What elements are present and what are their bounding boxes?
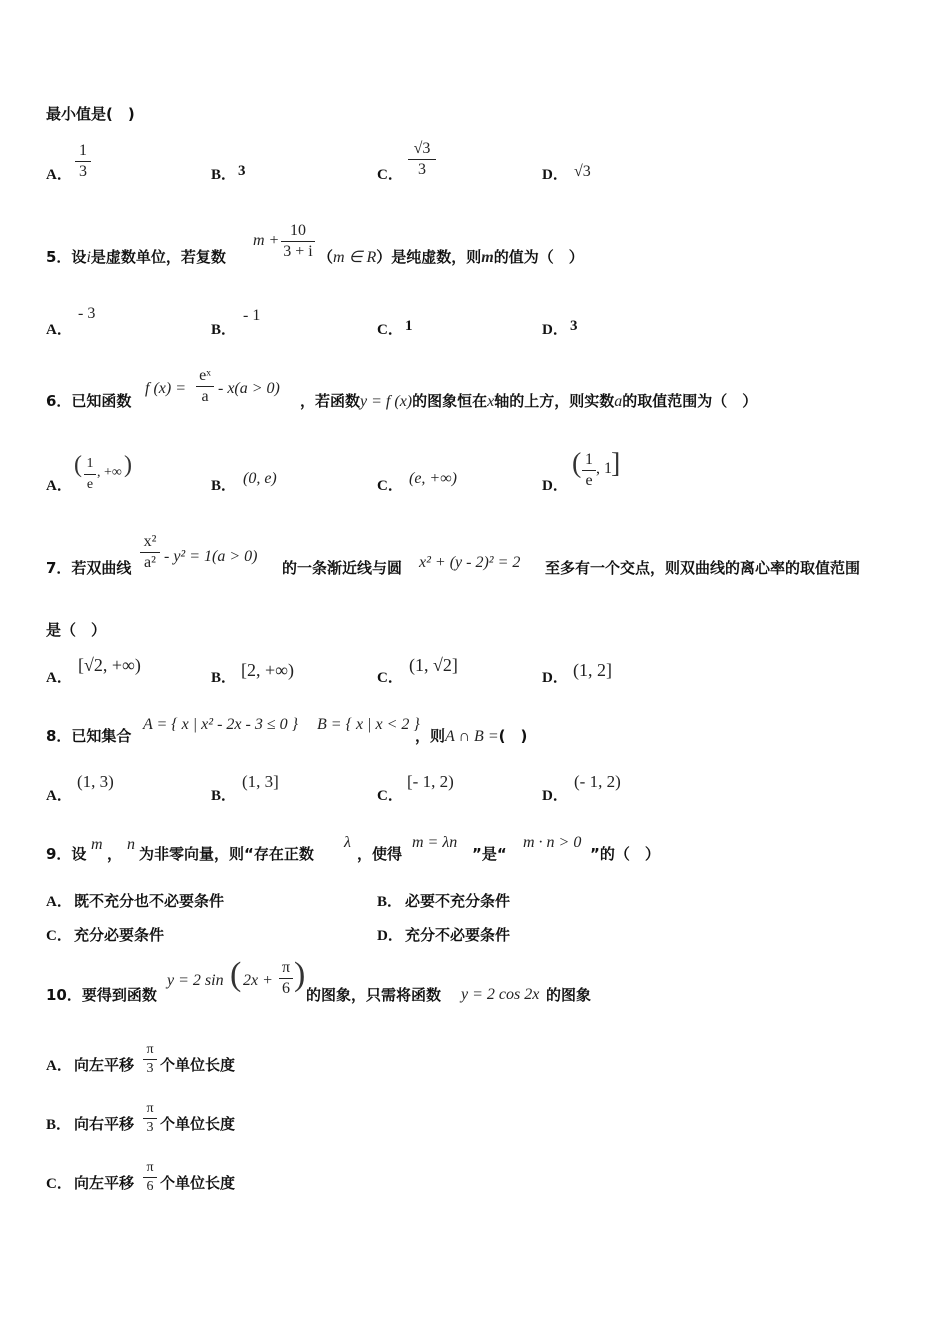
- q10-option-a-text2: 个单位长度: [160, 1056, 236, 1074]
- q10-rparen: ): [294, 956, 306, 993]
- q6-option-b-value: (0, e): [243, 470, 277, 487]
- q10-expr2: y = 2 cos 2x: [461, 986, 540, 1003]
- q5-option-c-label[interactable]: C．: [377, 322, 403, 338]
- q6-option-d-label[interactable]: D．: [542, 478, 568, 494]
- q7-option-c-value: (1, √2]: [409, 655, 458, 675]
- q6-option-a-lbracket: (: [74, 452, 82, 478]
- q5-stem: 5．设i是虚数单位，若复数: [46, 248, 226, 266]
- q8-option-b-label[interactable]: B．: [211, 788, 237, 804]
- q9-stem-prefix: 9．设: [46, 845, 87, 863]
- q10-option-a-label[interactable]: A．: [46, 1058, 72, 1074]
- q9-m: m: [91, 836, 103, 853]
- q4-option-c-fraction: √3 3: [408, 140, 436, 179]
- q5-stem-tail: （m ∈ R）是纯虚数，则m的值为（ ）: [318, 248, 584, 266]
- q10-option-b-label[interactable]: B．: [46, 1117, 72, 1133]
- q9-option-d-label[interactable]: D．: [377, 928, 403, 944]
- q4-option-b-label[interactable]: B．: [211, 167, 237, 183]
- q10-inner: 2x +: [243, 972, 273, 989]
- q9-option-d-text: 充分不必要条件: [405, 926, 511, 944]
- q9-n: n: [127, 836, 135, 853]
- q9-comma: ，: [107, 845, 123, 863]
- q4-option-a-label[interactable]: A．: [46, 167, 72, 183]
- q10-option-c-text2: 个单位长度: [160, 1174, 236, 1192]
- q9-option-c-label[interactable]: C．: [46, 928, 72, 944]
- q8-option-b-value: (1, 3]: [242, 772, 279, 791]
- q10-expr1: y = 2 sin: [167, 972, 224, 989]
- q10-stem-mid: 的图象，只需将函数: [306, 986, 442, 1004]
- q7-option-a-label[interactable]: A．: [46, 670, 72, 686]
- q4-option-a-fraction: 1 3: [75, 142, 91, 181]
- q7-option-c-label[interactable]: C．: [377, 670, 403, 686]
- q7-stem-prefix: 7．若双曲线: [46, 559, 132, 577]
- q6-option-d-fraction: 1 e: [582, 451, 596, 490]
- q7-expr: - y² = 1(a > 0): [164, 548, 258, 565]
- q10-lparen: (: [230, 956, 242, 993]
- q10-option-a-text1: 向左平移: [74, 1056, 135, 1074]
- q10-option-b-fraction: π 3: [143, 1101, 157, 1136]
- q10-option-a-fraction: π 3: [143, 1042, 157, 1077]
- q6-option-a-rest: , +∞: [97, 465, 122, 480]
- q4-stem-tail: 最小值是( ): [46, 105, 135, 123]
- q9-lambda: λ: [344, 834, 351, 851]
- q5-option-c-value: 1: [405, 318, 413, 334]
- q8-option-d-label[interactable]: D．: [542, 788, 568, 804]
- q6-option-a-rbracket: ): [124, 452, 132, 478]
- q4-option-d-label[interactable]: D．: [542, 167, 568, 183]
- q6-f-expr: f (x) =: [145, 380, 186, 397]
- q8-set-a: A = { x | x² - 2x - 3 ≤ 0 }: [143, 716, 299, 733]
- q9-stem-tail: ”的（ ）: [590, 845, 660, 863]
- q7-stem-line2: 是（ ）: [46, 621, 107, 639]
- q6-option-c-value: (e, +∞): [409, 470, 457, 487]
- q6-fraction: eˣ a: [196, 367, 214, 406]
- q7-circle: x² + (y - 2)² = 2: [419, 554, 521, 571]
- q9-option-b-label[interactable]: B．: [377, 894, 403, 910]
- q9-option-a-label[interactable]: A．: [46, 894, 72, 910]
- q6-option-d-rbracket: ]: [611, 448, 621, 479]
- q8-option-c-label[interactable]: C．: [377, 788, 403, 804]
- q5-fraction: 10 3 + i: [281, 222, 315, 261]
- q9-option-b-text: 必要不充分条件: [405, 892, 511, 910]
- q7-fraction: x² a²: [140, 533, 160, 572]
- q9-stem-mid2: ，使得: [357, 845, 403, 863]
- q6-option-b-label[interactable]: B．: [211, 478, 237, 494]
- q8-option-a-label[interactable]: A．: [46, 788, 72, 804]
- q10-fraction: π 6: [279, 959, 293, 998]
- q6-option-d-lbracket: (: [572, 448, 582, 479]
- q5-option-a-value: - 3: [78, 305, 96, 322]
- q7-option-d-label[interactable]: D．: [542, 670, 568, 686]
- q8-stem-prefix: 8．已知集合: [46, 727, 132, 745]
- q7-option-b-label[interactable]: B．: [211, 670, 237, 686]
- q6-f-tail: - x(a > 0): [218, 380, 280, 397]
- q10-option-c-label[interactable]: C．: [46, 1176, 72, 1192]
- q8-option-d-value: (- 1, 2): [574, 772, 621, 791]
- q10-option-c-text1: 向左平移: [74, 1174, 135, 1192]
- q4-option-b-value: 3: [238, 163, 246, 179]
- q7-option-d-value: (1, 2]: [573, 660, 612, 680]
- q6-option-d-rest: , 1: [596, 460, 612, 477]
- q6-stem-mid: ，若函数y = f (x)的图象恒在x轴的上方，则实数a的取值范围为（ ）: [300, 392, 758, 410]
- q9-stem-mid3: ”是“: [472, 845, 507, 863]
- q6-stem-prefix: 6．已知函数: [46, 392, 132, 410]
- q6-option-c-label[interactable]: C．: [377, 478, 403, 494]
- q8-stem-tail: ，则A ∩ B =( ): [415, 727, 528, 745]
- q9-option-a-text: 既不充分也不必要条件: [74, 892, 225, 910]
- q9-dot: m · n > 0: [523, 834, 582, 851]
- q6-option-a-label[interactable]: A．: [46, 478, 72, 494]
- q5-option-d-label[interactable]: D．: [542, 322, 568, 338]
- q6-option-a-fraction: 1 e: [84, 455, 96, 494]
- q5-option-b-label[interactable]: B．: [211, 322, 237, 338]
- q9-eq: m = λn: [412, 834, 458, 851]
- q9-stem-mid1: 为非零向量，则“存在正数: [139, 845, 314, 863]
- q9-option-c-text: 充分必要条件: [74, 926, 165, 944]
- q5-option-a-label[interactable]: A．: [46, 322, 72, 338]
- q7-stem-mid: 的一条渐近线与圆: [282, 559, 403, 577]
- q5-option-d-value: 3: [570, 318, 578, 334]
- q10-option-c-fraction: π 6: [143, 1160, 157, 1195]
- q8-option-c-value: [- 1, 2): [407, 772, 454, 791]
- q8-option-a-value: (1, 3): [77, 772, 114, 791]
- q8-set-b: B = { x | x < 2 }: [317, 716, 420, 733]
- q10-stem-prefix: 10．要得到函数: [46, 986, 157, 1004]
- q4-option-c-label[interactable]: C．: [377, 167, 403, 183]
- q10-option-b-text1: 向右平移: [74, 1115, 135, 1133]
- q7-stem-tail: 至多有一个交点，则双曲线的离心率的取值范围: [545, 559, 861, 577]
- q10-stem-tail: 的图象: [546, 986, 592, 1004]
- q5-expr-m: m +: [253, 232, 280, 249]
- q7-option-b-value: [2, +∞): [241, 660, 294, 680]
- q5-option-b-value: - 1: [243, 307, 261, 324]
- q10-option-b-text2: 个单位长度: [160, 1115, 236, 1133]
- q7-option-a-value: [√2, +∞): [78, 655, 141, 675]
- q4-option-d-value: √3: [574, 163, 591, 180]
